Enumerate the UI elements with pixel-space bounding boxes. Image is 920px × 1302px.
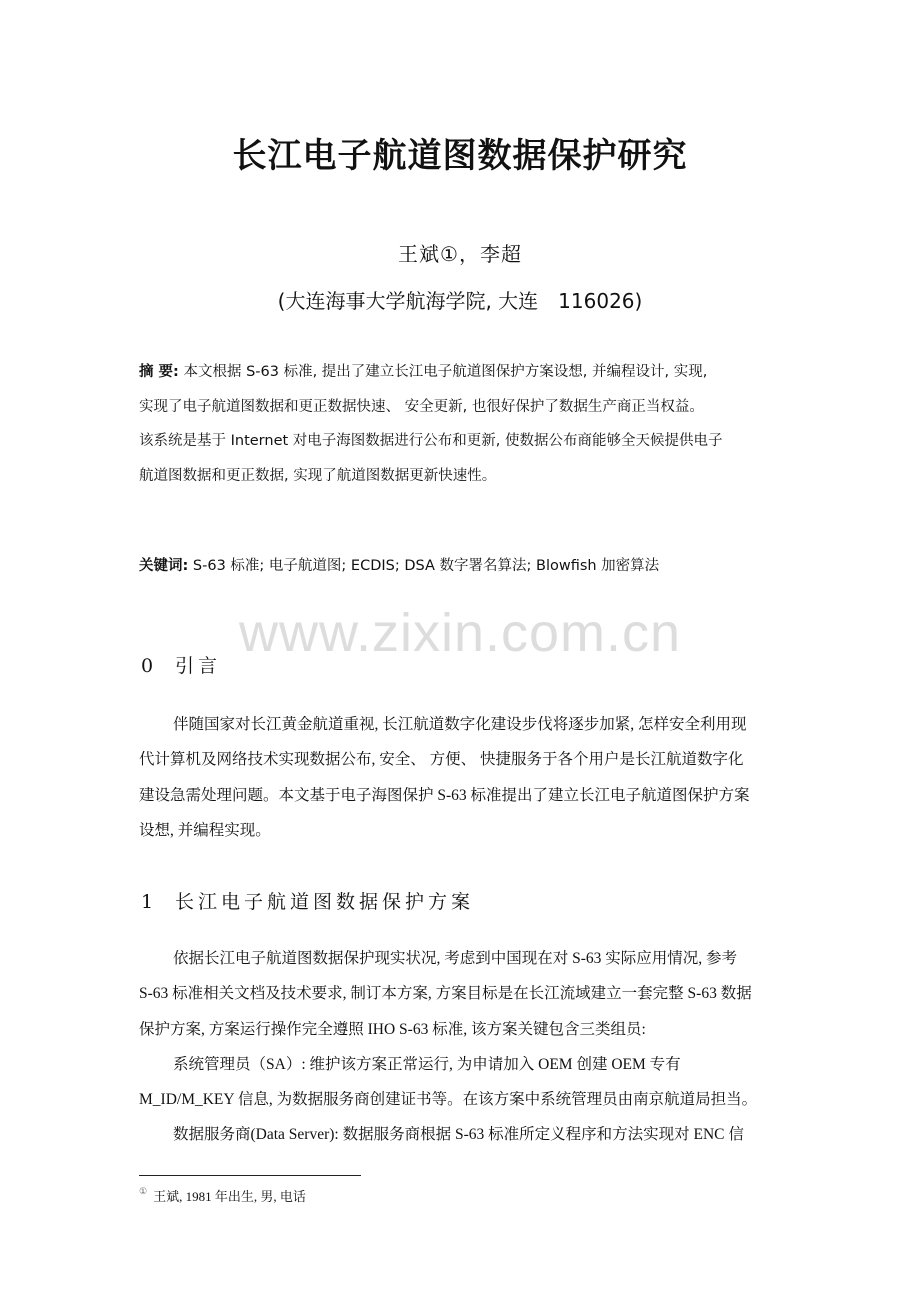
paragraph-line: 建设急需处理问题。本文基于电子海图保护 S-63 标准提出了建立长江电子航道图保护方案	[139, 786, 750, 804]
section-number: 0	[141, 655, 154, 677]
abstract-block	[139, 355, 789, 493]
abstract-line: 该系统是基于 Internet 对电子海图数据进行公布和更新, 使数据公布商能够全天候提供电子	[139, 433, 723, 449]
section-title: 长江电子航道图数据保护方案	[175, 891, 475, 913]
abstract-line: 航道图数据和更正数据, 实现了航道图数据更新快速性。	[139, 467, 497, 484]
footnote	[139, 1186, 306, 1205]
abstract-text: 本文根据 S-63 标准, 提出了建立长江电子航道图保护方案设想, 并编程设计, 实现,	[183, 364, 708, 380]
paper-title: 长江电子航道图数据保护研究	[232, 136, 688, 176]
abstract-label: 摘 要:	[139, 364, 179, 380]
footnote-divider	[139, 1175, 361, 1176]
keywords-label: 关键词:	[139, 558, 189, 574]
keywords-line	[139, 553, 789, 579]
paragraph-line: 系统管理员（SA）: 维护该方案正常运行, 为申请加入 OEM 创建 OEM 专有	[173, 1055, 681, 1073]
intro-paragraph	[139, 707, 789, 848]
watermark: www.zixin.com.cn	[238, 603, 682, 663]
abstract-line	[139, 355, 789, 390]
affiliation-line: (大连海事大学航海学院, 大连 116026)	[277, 289, 643, 313]
paragraph-line: 数据服务商(Data Server): 数据服务商根据 S-63 标准所定义程序和方法实现对 ENC 信	[173, 1126, 744, 1144]
scheme-paragraph	[139, 941, 789, 1153]
paragraph-line: S-63 标准相关文档及技术要求, 制订本方案, 方案目标是在长江流域建立一套完整 S-63 数据	[139, 985, 752, 1003]
section-heading-intro	[141, 651, 221, 678]
paragraph-line: 设想, 并编程实现。	[139, 821, 271, 839]
keywords-text: S-63 标准; 电子航道图; ECDIS; DSA 数字署名算法; Blowfish 加密算法	[192, 558, 660, 574]
author-line: 王斌①，李超	[398, 242, 522, 266]
abstract-line: 实现了电子航道图数据和更正数据快速、 安全更新, 也很好保护了数据生产商正当权益。	[139, 398, 704, 415]
paragraph-line: 代计算机及网络技术实现数据公布, 安全、 方便、 快捷服务于各个用户是长江航道数字化	[139, 751, 744, 769]
paragraph-line: 依据长江电子航道图数据保护现实状况, 考虑到中国现在对 S-63 实际应用情况, 参考	[173, 950, 738, 967]
paragraph-line: 保护方案, 方案运行操作完全遵照 IHO S-63 标准, 该方案关键包含三类组员:	[139, 1020, 646, 1038]
section-title: 引言	[175, 655, 222, 677]
footnote-text: 王斌, 1981 年出生, 男, 电话	[153, 1189, 306, 1204]
section-heading-scheme	[141, 887, 474, 914]
paragraph-line: 伴随国家对长江黄金航道重视, 长江航道数字化建设步伐将逐步加紧, 怎样安全利用现	[173, 716, 747, 733]
paragraph-line: M_ID/M_KEY 信息, 为数据服务商创建证书等。在该方案中系统管理员由南京航道局担当。	[139, 1091, 758, 1109]
footnote-mark: ①	[139, 1186, 148, 1196]
section-number: 1	[141, 891, 154, 913]
